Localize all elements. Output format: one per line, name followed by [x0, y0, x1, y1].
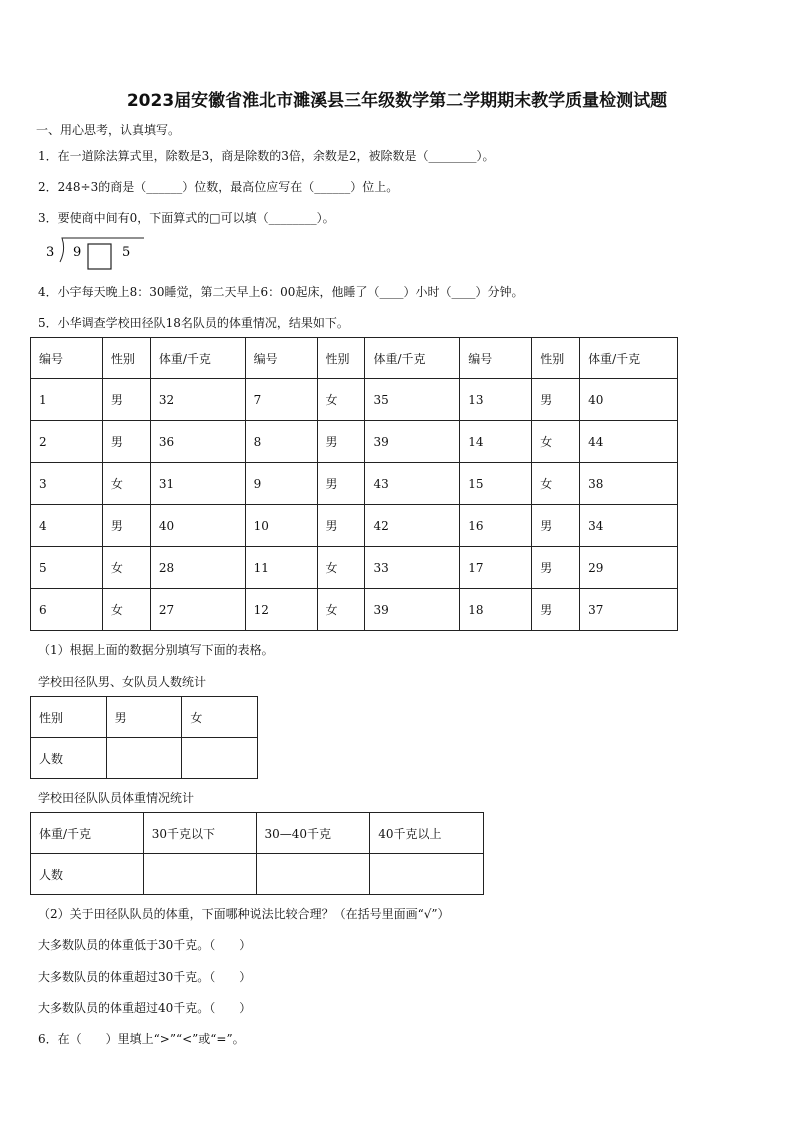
sub-question-1: （1）根据上面的数据分别填写下面的表格。 — [38, 643, 274, 657]
question-5: 5．小华调查学校田径队18名队员的体重情况，结果如下。 — [38, 316, 349, 330]
table-header-cell: 编号 — [245, 338, 317, 379]
table-cell: 9 — [245, 463, 317, 505]
table-header-row — [31, 338, 678, 379]
weight-data-table — [30, 337, 678, 631]
table2-header: 女 — [182, 697, 258, 738]
table-cell: 28 — [150, 547, 245, 589]
table-cell: 29 — [580, 547, 678, 589]
table-cell: 35 — [365, 379, 460, 421]
table-cell: 女 — [102, 547, 150, 589]
long-division-figure — [42, 236, 152, 272]
table-cell: 1 — [31, 379, 103, 421]
answer-cell[interactable] — [106, 738, 182, 779]
table-cell: 2 — [31, 421, 103, 463]
table-cell: 女 — [532, 463, 580, 505]
table-cell: 10 — [245, 505, 317, 547]
table-cell: 男 — [532, 379, 580, 421]
table-cell: 42 — [365, 505, 460, 547]
table-header-cell: 编号 — [31, 338, 103, 379]
table3-header: 30—40千克 — [256, 813, 370, 854]
table-cell: 14 — [460, 421, 532, 463]
gender-count-table — [30, 696, 258, 779]
answer-cell[interactable] — [182, 738, 258, 779]
table-row — [31, 505, 678, 547]
table-cell: 33 — [365, 547, 460, 589]
table2-header: 性别 — [31, 697, 107, 738]
table-header-cell: 体重/千克 — [580, 338, 678, 379]
dividend-digit-3: 5 — [122, 245, 131, 260]
table-cell: 36 — [150, 421, 245, 463]
table-cell: 6 — [31, 589, 103, 631]
table-row — [31, 547, 678, 589]
table-row — [31, 463, 678, 505]
table-row — [31, 421, 678, 463]
sub-question-2: （2）关于田径队队员的体重，下面哪种说法比较合理？（在括号里面画“√”） — [38, 907, 450, 921]
table3-caption: 学校田径队队员体重情况统计 — [38, 791, 195, 805]
table-cell: 女 — [102, 589, 150, 631]
table-cell: 13 — [460, 379, 532, 421]
table-cell: 39 — [365, 589, 460, 631]
table-cell: 17 — [460, 547, 532, 589]
table-cell: 32 — [150, 379, 245, 421]
table-cell: 39 — [365, 421, 460, 463]
page-title: 2023届安徽省淮北市濉溪县三年级数学第二学期期末教学质量检测试题 — [126, 91, 668, 111]
option-1[interactable]: 大多数队员的体重低于30千克。（ ） — [38, 938, 252, 952]
table-cell: 40 — [580, 379, 678, 421]
table-cell: 12 — [245, 589, 317, 631]
table-cell: 男 — [532, 589, 580, 631]
table-cell: 男 — [317, 463, 365, 505]
table-header-cell: 体重/千克 — [150, 338, 245, 379]
table-cell: 31 — [150, 463, 245, 505]
question-6: 6．在（ ）里填上“>”“<”或“=”。 — [38, 1032, 245, 1046]
table-cell: 男 — [317, 421, 365, 463]
table2-row-label: 人数 — [31, 738, 107, 779]
option-3[interactable]: 大多数队员的体重超过40千克。（ ） — [38, 1001, 252, 1015]
dividend-digit-1: 9 — [73, 245, 82, 260]
table-cell: 女 — [317, 379, 365, 421]
answer-cell[interactable] — [370, 854, 484, 895]
table-cell: 16 — [460, 505, 532, 547]
table-cell: 女 — [532, 421, 580, 463]
table-cell: 男 — [102, 505, 150, 547]
table-cell: 男 — [532, 505, 580, 547]
table-header-cell: 性别 — [532, 338, 580, 379]
table-cell: 15 — [460, 463, 532, 505]
table-cell: 11 — [245, 547, 317, 589]
table-cell: 38 — [580, 463, 678, 505]
table-cell: 18 — [460, 589, 532, 631]
table3-header: 30千克以下 — [143, 813, 256, 854]
table-cell: 40 — [150, 505, 245, 547]
divisor-text: 3 — [46, 245, 55, 260]
table-cell: 男 — [102, 379, 150, 421]
table-cell: 3 — [31, 463, 103, 505]
weight-range-table — [30, 812, 484, 895]
table3-row-label: 人数 — [31, 854, 144, 895]
table-cell: 男 — [102, 421, 150, 463]
table-row — [31, 379, 678, 421]
blank-box — [88, 244, 111, 269]
table-cell: 女 — [317, 547, 365, 589]
option-2[interactable]: 大多数队员的体重超过30千克。（ ） — [38, 970, 252, 984]
table-header-cell: 体重/千克 — [365, 338, 460, 379]
table2-caption: 学校田径队男、女队员人数统计 — [38, 675, 207, 689]
answer-cell[interactable] — [143, 854, 256, 895]
table3-header: 40千克以上 — [370, 813, 484, 854]
question-1: 1．在一道除法算式里，除数是3，商是除数的3倍，余数是2，被除数是（________）。 — [38, 149, 495, 163]
table-cell: 5 — [31, 547, 103, 589]
answer-cell[interactable] — [256, 854, 370, 895]
table-header-cell: 性别 — [317, 338, 365, 379]
table-cell: 43 — [365, 463, 460, 505]
table-cell: 44 — [580, 421, 678, 463]
table-header-cell: 编号 — [460, 338, 532, 379]
table-row — [31, 589, 678, 631]
table2-header: 男 — [106, 697, 182, 738]
table-cell: 女 — [317, 589, 365, 631]
table-cell: 37 — [580, 589, 678, 631]
table-cell: 男 — [532, 547, 580, 589]
table3-header: 体重/千克 — [31, 813, 144, 854]
question-2: 2．248÷3的商是（______）位数，最高位应写在（______）位上。 — [38, 180, 399, 194]
table-cell: 4 — [31, 505, 103, 547]
question-4: 4．小宇每天晚上8：30睡觉，第二天早上6：00起床，他睡了（____）小时（____）分钟。 — [38, 285, 524, 299]
table-cell: 女 — [102, 463, 150, 505]
table-cell: 34 — [580, 505, 678, 547]
table-cell: 男 — [317, 505, 365, 547]
table-header-cell: 性别 — [102, 338, 150, 379]
table-cell: 7 — [245, 379, 317, 421]
question-3: 3．要使商中间有0，下面算式的□可以填（________）。 — [38, 211, 335, 225]
section-heading: 一、用心思考，认真填写。 — [36, 123, 181, 137]
table-cell: 8 — [245, 421, 317, 463]
table-cell: 27 — [150, 589, 245, 631]
